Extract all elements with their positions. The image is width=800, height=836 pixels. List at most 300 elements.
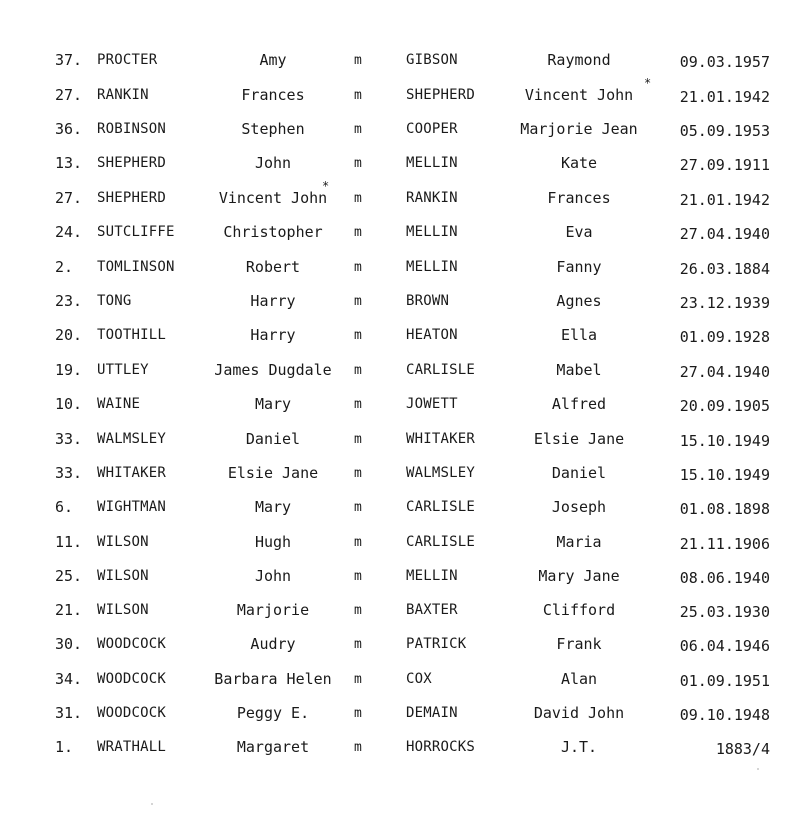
given-name: [198, 119, 348, 139]
register-row: [0, 222, 800, 252]
entry-number-text: 36.: [55, 120, 83, 138]
spouse-surname: [406, 153, 458, 173]
marriage-date-text: 01.09.1928: [679, 328, 770, 346]
entry-number: [55, 222, 82, 242]
married-marker: [354, 738, 362, 758]
register-row: [0, 153, 800, 183]
given-name: [198, 703, 348, 723]
spouse-given-name-text: Fanny: [556, 258, 602, 276]
marriage-date-text: 01.09.1951: [679, 672, 770, 690]
spouse-surname: [406, 291, 449, 311]
given-name-text: John: [254, 567, 292, 585]
given-name-text: Barbara Helen: [214, 670, 332, 688]
given-name-text: Robert: [245, 258, 301, 276]
spouse-given-name: [507, 634, 651, 654]
married-marker: [354, 670, 362, 690]
surname-text: WILSON: [97, 568, 149, 584]
register-row: [0, 76, 800, 115]
spouse-given-name-text: Agnes: [556, 292, 602, 310]
marriage-date: [680, 155, 770, 175]
spouse-surname-text: DEMAIN: [406, 705, 458, 721]
given-name: [198, 50, 348, 70]
marriage-date-text: 1883/4: [715, 740, 770, 758]
register-row: [0, 532, 800, 562]
given-name: [198, 463, 348, 483]
married-marker: [354, 292, 362, 312]
spouse-surname-text: HORROCKS: [406, 739, 476, 755]
marriage-date: [680, 190, 770, 210]
marriage-date: [680, 327, 770, 347]
surname: [97, 222, 175, 242]
spouse-surname: [406, 463, 475, 483]
surname-text: PROCTER: [97, 52, 158, 68]
spouse-given-name: [507, 76, 652, 105]
entry-number: [55, 188, 82, 208]
surname-text: TOMLINSON: [97, 259, 175, 275]
married-marker-text: m: [354, 706, 362, 721]
surname: [97, 600, 149, 620]
entry-number: [55, 497, 73, 517]
register-row: [0, 119, 800, 149]
spouse-surname-text: PATRICK: [406, 636, 467, 652]
married-marker-text: m: [354, 637, 362, 652]
entry-number-text: 11.: [55, 533, 83, 551]
entry-number: [55, 532, 82, 552]
surname-text: WRATHALL: [97, 739, 167, 755]
register-row: [0, 257, 800, 287]
given-name: [198, 600, 348, 620]
marriage-date-text: 25.03.1930: [679, 603, 770, 621]
surname-text: WHITAKER: [97, 465, 167, 481]
spouse-given-name-text: Frank: [556, 635, 602, 653]
spouse-given-name: [507, 463, 651, 483]
married-marker-text: m: [354, 672, 362, 687]
entry-number-text: 21.: [55, 601, 83, 619]
entry-number: [55, 669, 82, 689]
given-name: [198, 325, 348, 345]
given-name-text: Christopher: [223, 223, 323, 241]
spouse-surname: [406, 497, 475, 517]
surname: [97, 703, 166, 723]
spouse-surname-text: MELLIN: [406, 224, 458, 240]
spouse-given-name-text: Alfred: [551, 395, 607, 413]
spouse-given-name-text: Mabel: [556, 361, 602, 379]
register-row: [0, 325, 800, 355]
surname: [97, 50, 157, 70]
register-row: [0, 497, 800, 527]
spouse-surname-text: MELLIN: [406, 155, 458, 171]
surname-text: WILSON: [97, 534, 149, 550]
marriage-date: [680, 293, 770, 313]
spouse-given-name-text: Clifford: [542, 601, 616, 619]
asterisk-marker: *: [322, 179, 330, 193]
entry-number-text: 27.: [55, 86, 83, 104]
married-marker: [354, 258, 362, 278]
surname-text: WOODCOCK: [97, 671, 167, 687]
spouse-surname: [406, 737, 475, 757]
spouse-surname-text: SHEPHERD: [406, 87, 476, 103]
given-name-text: Amy: [259, 51, 287, 69]
married-marker: [354, 154, 362, 174]
married-marker-text: m: [354, 500, 362, 515]
spouse-given-name: [507, 360, 651, 380]
entry-number: [55, 737, 73, 757]
spouse-surname: [406, 257, 458, 277]
marriage-date: [680, 602, 770, 622]
married-marker: [354, 223, 362, 243]
married-marker: [354, 430, 362, 450]
register-row: [0, 291, 800, 321]
given-name: [198, 634, 348, 654]
spouse-given-name: [507, 50, 651, 70]
given-name-text: Margaret: [236, 738, 310, 756]
given-name-text: James Dugdale: [214, 361, 332, 379]
surname-text: WOODCOCK: [97, 636, 167, 652]
spouse-given-name: [507, 532, 651, 552]
surname: [97, 394, 140, 414]
paper-speck: [151, 803, 153, 805]
surname: [97, 497, 166, 517]
spouse-given-name: [507, 222, 651, 242]
marriage-date-text: 06.04.1946: [679, 637, 770, 655]
surname: [97, 188, 166, 208]
spouse-given-name: [507, 497, 651, 517]
married-marker-text: m: [354, 88, 362, 103]
surname-text: UTTLEY: [97, 362, 149, 378]
spouse-given-name: [507, 257, 651, 277]
married-marker: [354, 533, 362, 553]
spouse-surname-text: COOPER: [406, 121, 458, 137]
register-row: [0, 429, 800, 459]
spouse-given-name-text: Joseph: [551, 498, 607, 516]
married-marker-text: m: [354, 363, 362, 378]
register-row: [0, 179, 800, 218]
surname-text: SHEPHERD: [97, 155, 167, 171]
surname-text: TOOTHILL: [97, 327, 167, 343]
marriage-date-text: 09.03.1957: [679, 53, 770, 71]
given-name: [198, 85, 348, 105]
marriage-date-text: 27.04.1940: [679, 363, 770, 381]
surname: [97, 153, 166, 173]
marriage-date-text: 27.04.1940: [679, 225, 770, 243]
entry-number-text: 25.: [55, 567, 83, 585]
register-row: [0, 600, 800, 630]
surname-text: SUTCLIFFE: [97, 224, 175, 240]
marriage-date-text: 26.03.1884: [679, 260, 770, 278]
married-marker: [354, 361, 362, 381]
spouse-surname-text: HEATON: [406, 327, 458, 343]
spouse-given-name: [507, 737, 651, 757]
marriage-date-text: 15.10.1949: [679, 466, 770, 484]
spouse-surname-text: BAXTER: [406, 602, 458, 618]
entry-number: [55, 634, 82, 654]
marriage-date-text: 21.11.1906: [679, 535, 770, 553]
spouse-given-name-text: Kate: [560, 154, 598, 172]
married-marker-text: m: [354, 53, 362, 68]
paper-speck: [757, 768, 759, 770]
marriage-date: [680, 121, 770, 141]
spouse-surname: [406, 669, 432, 689]
surname-text: WIGHTMAN: [97, 499, 167, 515]
married-marker-text: m: [354, 260, 362, 275]
entry-number-text: 31.: [55, 704, 83, 722]
entry-number-text: 33.: [55, 464, 83, 482]
surname: [97, 532, 149, 552]
spouse-surname: [406, 222, 458, 242]
given-name-text: Daniel: [245, 430, 301, 448]
married-marker-text: m: [354, 122, 362, 137]
spouse-given-name: [507, 566, 651, 586]
entry-number-text: 2.: [55, 258, 74, 276]
surname: [97, 360, 149, 380]
given-name-text: Hugh: [254, 533, 292, 551]
spouse-surname-text: WHITAKER: [406, 431, 476, 447]
spouse-surname: [406, 360, 475, 380]
spouse-surname: [406, 50, 458, 70]
marriage-date: [680, 465, 770, 485]
spouse-given-name: [507, 153, 651, 173]
register-row: [0, 669, 800, 699]
surname-text: SHEPHERD: [97, 190, 167, 206]
entry-number-text: 23.: [55, 292, 83, 310]
marriage-date-text: 27.09.1911: [679, 156, 770, 174]
spouse-given-name-text: Maria: [556, 533, 602, 551]
surname: [97, 325, 166, 345]
married-marker-text: m: [354, 466, 362, 481]
spouse-surname: [406, 429, 475, 449]
given-name: [198, 497, 348, 517]
surname: [97, 291, 132, 311]
entry-number-text: 19.: [55, 361, 83, 379]
entry-number: [55, 153, 82, 173]
given-name-text: Vincent John: [218, 189, 328, 207]
spouse-surname: [406, 634, 466, 654]
entry-number: [55, 360, 82, 380]
register-row: [0, 703, 800, 733]
register-row: [0, 463, 800, 493]
married-marker-text: m: [354, 397, 362, 412]
surname-text: WALMSLEY: [97, 431, 167, 447]
married-marker: [354, 326, 362, 346]
surname: [97, 429, 166, 449]
spouse-surname: [406, 566, 458, 586]
marriage-date: [680, 534, 770, 554]
entry-number-text: 1.: [55, 738, 74, 756]
asterisk-marker: *: [644, 76, 652, 90]
spouse-given-name: [507, 703, 651, 723]
marriage-date-text: 05.09.1953: [679, 122, 770, 140]
spouse-surname-text: MELLIN: [406, 259, 458, 275]
spouse-surname-text: GIBSON: [406, 52, 458, 68]
marriage-date: [680, 499, 770, 519]
married-marker: [354, 51, 362, 71]
surname-text: WILSON: [97, 602, 149, 618]
spouse-given-name-text: Raymond: [547, 51, 611, 69]
married-marker: [354, 464, 362, 484]
spouse-surname-text: RANKIN: [406, 190, 458, 206]
surname: [97, 566, 149, 586]
married-marker-text: m: [354, 328, 362, 343]
given-name-text: Audry: [250, 635, 296, 653]
married-marker-text: m: [354, 603, 362, 618]
spouse-surname-text: JOWETT: [406, 396, 458, 412]
entry-number: [55, 429, 82, 449]
given-name: [198, 360, 348, 380]
given-name: [198, 153, 348, 173]
married-marker-text: m: [354, 740, 362, 755]
marriage-date: [680, 52, 770, 72]
register-row: [0, 566, 800, 596]
surname-text: ROBINSON: [97, 121, 167, 137]
given-name: [198, 669, 348, 689]
spouse-given-name-text: Vincent John: [524, 86, 634, 104]
spouse-given-name: [507, 600, 651, 620]
surname-text: WAINE: [97, 396, 141, 412]
spouse-surname: [406, 532, 475, 552]
given-name-text: Marjorie: [236, 601, 310, 619]
spouse-surname: [406, 119, 458, 139]
surname-text: TONG: [97, 293, 132, 309]
marriage-date-text: 21.01.1942: [679, 191, 770, 209]
spouse-given-name: [507, 291, 651, 311]
surname: [97, 463, 166, 483]
spouse-given-name: [507, 119, 651, 139]
marriage-date-text: 23.12.1939: [679, 294, 770, 312]
marriage-date-text: 20.09.1905: [679, 397, 770, 415]
marriage-date-text: 01.08.1898: [679, 500, 770, 518]
given-name: [198, 737, 348, 757]
spouse-surname: [406, 394, 458, 414]
given-name-text: John: [254, 154, 292, 172]
spouse-surname-text: BROWN: [406, 293, 450, 309]
marriage-date: [680, 705, 770, 725]
surname: [97, 737, 166, 757]
spouse-given-name-text: Eva: [565, 223, 593, 241]
given-name-text: Mary: [254, 498, 292, 516]
marriage-date: [680, 259, 770, 279]
given-name-text: Peggy E.: [236, 704, 310, 722]
married-marker-text: m: [354, 156, 362, 171]
entry-number-text: 34.: [55, 670, 83, 688]
entry-number-text: 37.: [55, 51, 83, 69]
given-name-text: Stephen: [241, 120, 305, 138]
spouse-given-name-text: Daniel: [551, 464, 607, 482]
entry-number-text: 10.: [55, 395, 83, 413]
married-marker: [354, 86, 362, 106]
marriage-date-text: 09.10.1948: [679, 706, 770, 724]
marriage-date: [680, 362, 770, 382]
spouse-given-name-text: Marjorie Jean: [520, 120, 638, 138]
marriage-date: [680, 87, 770, 107]
marriage-date: [680, 671, 770, 691]
entry-number: [55, 291, 82, 311]
surname: [97, 257, 175, 277]
married-marker: [354, 601, 362, 621]
given-name: [198, 429, 348, 449]
spouse-given-name: [507, 669, 651, 689]
spouse-surname-text: CARLISLE: [406, 499, 476, 515]
entry-number-text: 13.: [55, 154, 83, 172]
entry-number: [55, 463, 82, 483]
register-row: [0, 737, 800, 767]
entry-number-text: 30.: [55, 635, 83, 653]
entry-number-text: 20.: [55, 326, 83, 344]
married-marker: [354, 567, 362, 587]
surname: [97, 119, 166, 139]
given-name-text: Mary: [254, 395, 292, 413]
spouse-surname: [406, 85, 475, 105]
marriage-date-text: 08.06.1940: [679, 569, 770, 587]
spouse-given-name: [507, 325, 651, 345]
given-name: [198, 257, 348, 277]
spouse-given-name-text: J.T.: [560, 738, 598, 756]
married-marker-text: m: [354, 569, 362, 584]
entry-number: [55, 257, 73, 277]
spouse-surname: [406, 188, 458, 208]
entry-number: [55, 600, 82, 620]
spouse-surname: [406, 600, 458, 620]
register-row: [0, 50, 800, 80]
married-marker: [354, 635, 362, 655]
marriage-date: [680, 568, 770, 588]
marriage-date: [680, 396, 770, 416]
spouse-surname-text: MELLIN: [406, 568, 458, 584]
married-marker-text: m: [354, 432, 362, 447]
married-marker-text: m: [354, 191, 362, 206]
spouse-given-name-text: Elsie Jane: [533, 430, 625, 448]
given-name: [198, 566, 348, 586]
given-name-text: Elsie Jane: [227, 464, 319, 482]
spouse-surname-text: CARLISLE: [406, 362, 476, 378]
spouse-given-name: [507, 429, 651, 449]
given-name: [198, 291, 348, 311]
married-marker: [354, 120, 362, 140]
spouse-surname: [406, 703, 458, 723]
married-marker: [354, 189, 362, 209]
married-marker: [354, 704, 362, 724]
marriage-date-text: 15.10.1949: [679, 432, 770, 450]
register-row: [0, 394, 800, 424]
spouse-given-name-text: David John: [533, 704, 625, 722]
surname: [97, 669, 166, 689]
entry-number: [55, 566, 82, 586]
surname: [97, 85, 149, 105]
entry-number: [55, 50, 82, 70]
married-marker: [354, 395, 362, 415]
register-row: [0, 360, 800, 390]
spouse-given-name-text: Ella: [560, 326, 598, 344]
entry-number: [55, 703, 82, 723]
given-name: [198, 222, 348, 242]
married-marker-text: m: [354, 225, 362, 240]
given-name: [198, 179, 348, 208]
entry-number-text: 6.: [55, 498, 74, 516]
married-marker-text: m: [354, 294, 362, 309]
spouse-given-name-text: Mary Jane: [538, 567, 620, 585]
entry-number-text: 27.: [55, 189, 83, 207]
married-marker-text: m: [354, 535, 362, 550]
surname: [97, 634, 166, 654]
spouse-surname-text: COX: [406, 671, 432, 687]
entry-number: [55, 394, 82, 414]
entry-number-text: 24.: [55, 223, 83, 241]
given-name: [198, 532, 348, 552]
entry-number: [55, 85, 82, 105]
entry-number-text: 33.: [55, 430, 83, 448]
marriage-date: [716, 739, 770, 759]
surname-text: RANKIN: [97, 87, 149, 103]
spouse-given-name-text: Alan: [560, 670, 598, 688]
